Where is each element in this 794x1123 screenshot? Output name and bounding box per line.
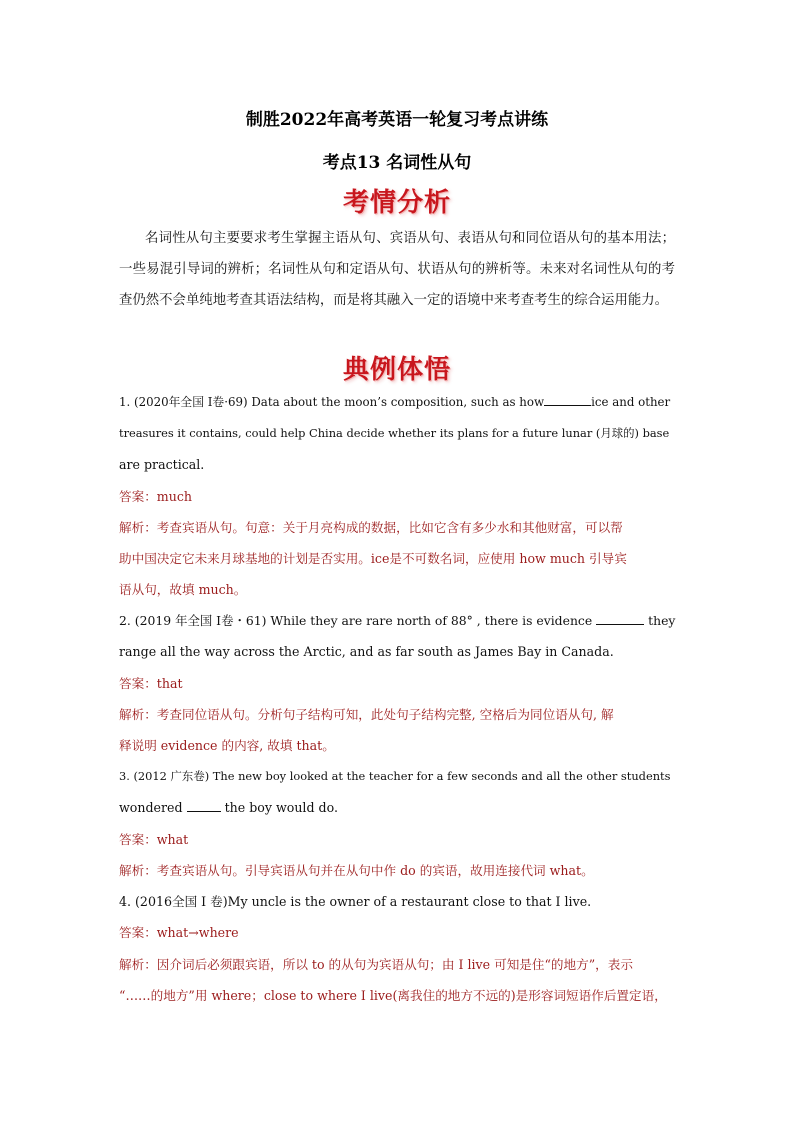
question-1-text-b: ice and other xyxy=(591,395,671,409)
analysis-1-line-3: 语从句，故填 much。 xyxy=(119,582,247,597)
analysis-1-line-1: 解析：考查宾语从句。句意：关于月亮构成的数据，比如它含有多少水和其他财富，可以帮 xyxy=(119,520,623,535)
analysis-2-line-2: 释说明 evidence 的内容, 故填 that。 xyxy=(119,738,335,753)
question-2-text-b: they xyxy=(648,613,676,628)
section-title-examples: 典例体悟 xyxy=(342,355,451,385)
analysis-4-line-1: 解析：因介词后必须跟宾语，所以 to 的从句为宾语从句；由 I live 可知是住“的地方”，表示 xyxy=(119,957,633,972)
question-2-blank xyxy=(596,612,644,625)
question-1-text-a: 1. (2020年全国 I卷·69) Data about the moon’s composition, such as how xyxy=(119,395,545,409)
analysis-4-line-2: “……的地方”用 where；close to where I live(离我住的地方不远的)是形容词短语作后置定语， xyxy=(119,988,667,1003)
section-title-analysis: 考情分析 xyxy=(342,188,451,218)
question-3-text-a: wondered xyxy=(119,800,183,815)
question-3-line-2 xyxy=(119,792,675,823)
question-1-line-3: are practical. xyxy=(119,457,205,472)
question-2-text-a: 2. (2019 年全国 Ⅰ卷・61) While they are rare north of 88° , there is evidence xyxy=(119,613,593,628)
question-3-text-b: the boy would do. xyxy=(224,800,338,815)
analysis-2-line-1: 解析：考查同位语从句。分析句子结构可知，此处句子结构完整, 空格后为同位语从句, 解 xyxy=(119,707,614,722)
document-subtitle: 考点13 名词性从句 xyxy=(322,153,472,173)
answer-1: 答案：much xyxy=(119,489,192,504)
document-title: 制胜2022年高考英语一轮复习考点讲练 xyxy=(245,110,549,130)
intro-paragraph: 名词性从句主要要求考生掌握主语从句、宾语从句、表语从句和同位语从句的基本用法；一些易混引导词的辨析；名词性从句和定语从句、状语从句的辨析等。未来对名词性从句的考查仍然不会单纯地考查其语法结构，而是将其融入一定的语境中来考查考生的综合运用能力。 xyxy=(119,231,675,308)
question-1-line-1 xyxy=(119,387,675,418)
question-2-line-1 xyxy=(119,605,675,636)
question-1-line-2: treasures it contains, could help China decide whether its plans for a future lunar (月球的) base xyxy=(119,426,670,440)
question-1-blank xyxy=(544,393,591,406)
analysis-1-line-2: 助中国决定它未来月球基地的计划是否实用。ice是不可数名词，应使用 how much 引导宾 xyxy=(119,551,627,566)
answer-4: 答案：what→where xyxy=(119,925,239,940)
analysis-3-line-1: 解析：考查宾语从句。引导宾语从句并在从句中作 do 的宾语，故用连接代词 what。 xyxy=(119,863,594,878)
question-3-line-1: 3. (2012 广东卷) The new boy looked at the teacher for a few seconds and all the other students xyxy=(119,769,671,783)
question-3-blank xyxy=(187,799,221,812)
answer-2: 答案：that xyxy=(119,676,183,691)
question-2-line-2: range all the way across the Arctic, and as far south as James Bay in Canada. xyxy=(119,644,614,659)
answer-3: 答案：what xyxy=(119,832,189,847)
question-4-line-1: 4. (2016全国 I 卷)My uncle is the owner of a restaurant close to that I live. xyxy=(119,894,592,909)
